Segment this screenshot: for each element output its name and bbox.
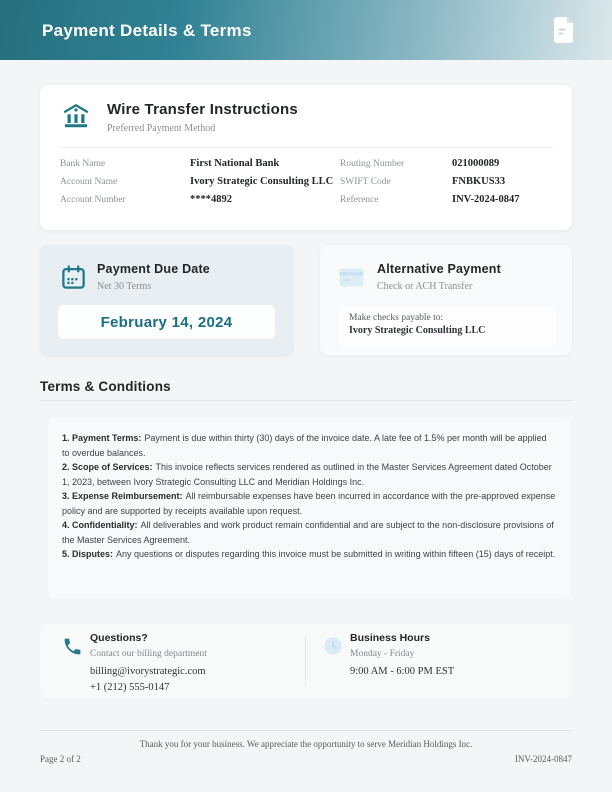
routing-number-value: 021000089 bbox=[452, 158, 500, 169]
questions-title: Questions? bbox=[90, 632, 148, 644]
footer-thanks: Thank you for your business. We appreciate the opportunity to serve Meridian Holdings Inc. bbox=[139, 739, 473, 749]
divider bbox=[40, 400, 572, 401]
questions-subtitle: Contact our billing department bbox=[90, 649, 207, 659]
account-name-label: Account Name bbox=[60, 177, 118, 187]
routing-number-label: Routing Number bbox=[340, 159, 405, 169]
terms-panel bbox=[48, 418, 570, 598]
payable-box bbox=[338, 307, 556, 347]
due-date-value: February 14, 2024 bbox=[100, 313, 233, 331]
credit-card-icon bbox=[338, 266, 365, 294]
term-text: Any questions or disputes regarding this invoice must be submitted in writing within fifteen (15) days of receipt. bbox=[116, 549, 556, 559]
due-date-box bbox=[58, 305, 275, 339]
payable-label: Make checks payable to: bbox=[349, 313, 444, 323]
account-name-value: Ivory Strategic Consulting LLC bbox=[190, 176, 334, 187]
payment-due-card bbox=[40, 245, 293, 355]
term-lead: 5. Disputes: bbox=[62, 549, 114, 559]
term-text: Payment is due within thirty (30) days of the invoice date. A late fee of 1.5% per month will be applied to overdue balances. bbox=[62, 433, 547, 458]
term-item bbox=[62, 547, 556, 562]
alternative-payment-subtitle: Check or ACH Transfer bbox=[377, 281, 473, 292]
payable-value: Ivory Strategic Consulting LLC bbox=[349, 325, 486, 336]
term-item bbox=[62, 460, 556, 489]
wire-transfer-title: Wire Transfer Instructions bbox=[107, 101, 298, 118]
term-text: This invoice reflects services rendered as outlined in the Master Services Agreement dated October 1, 2023, between Ivory Strategic Consulting LLC and Meridian Holdings Inc. bbox=[62, 462, 552, 487]
bank-name-value: First National Bank bbox=[190, 158, 280, 169]
contact-panel bbox=[40, 624, 572, 698]
bank-icon bbox=[61, 101, 91, 136]
alternative-payment-card bbox=[320, 245, 572, 355]
divider bbox=[40, 730, 572, 731]
document-icon bbox=[552, 15, 576, 50]
page-title: Payment Details & Terms bbox=[42, 21, 252, 40]
page-header bbox=[0, 0, 612, 60]
business-hours-value: 9:00 AM - 6:00 PM EST bbox=[350, 666, 455, 677]
business-hours-title: Business Hours bbox=[350, 632, 430, 644]
billing-phone: +1 (212) 555-0147 bbox=[90, 682, 170, 693]
term-lead: 1. Payment Terms: bbox=[62, 433, 142, 443]
wire-transfer-card bbox=[40, 85, 572, 230]
term-text: All reimbursable expenses have been incurred in accordance with the pre-approved expense policy and are supported by receipts available upon request. bbox=[62, 491, 556, 516]
calendar-icon bbox=[60, 264, 87, 296]
bank-name-label: Bank Name bbox=[60, 159, 106, 169]
term-item bbox=[62, 489, 556, 518]
term-lead: 3. Expense Reimbursement: bbox=[62, 491, 183, 501]
footer-page-number: Page 2 of 2 bbox=[40, 754, 81, 764]
account-number-value: ****4892 bbox=[190, 194, 232, 205]
term-text: All deliverables and work product remain confidential and are subject to the non-disclosure provisions of the Master Services Agreement. bbox=[62, 520, 554, 545]
term-lead: 2. Scope of Services: bbox=[62, 462, 153, 472]
divider bbox=[58, 147, 554, 148]
phone-icon bbox=[62, 636, 83, 662]
term-item bbox=[62, 431, 556, 460]
footer-invoice-number: INV-2024-0847 bbox=[514, 754, 572, 764]
term-lead: 4. Confidentiality: bbox=[62, 520, 138, 530]
terms-heading: Terms & Conditions bbox=[40, 379, 171, 394]
clock-icon bbox=[322, 635, 344, 662]
reference-label: Reference bbox=[340, 195, 379, 205]
divider bbox=[305, 636, 306, 686]
swift-code-label: SWIFT Code bbox=[340, 177, 391, 187]
account-number-label: Account Number bbox=[60, 195, 126, 205]
alternative-payment-title: Alternative Payment bbox=[377, 262, 501, 276]
billing-email: billing@ivorystrategic.com bbox=[90, 666, 206, 677]
payment-due-title: Payment Due Date bbox=[97, 262, 210, 276]
wire-transfer-subtitle: Preferred Payment Method bbox=[107, 123, 216, 134]
payment-due-subtitle: Net 30 Terms bbox=[97, 281, 152, 292]
swift-code-value: FNBKUS33 bbox=[452, 176, 506, 187]
term-item bbox=[62, 518, 556, 547]
business-hours-days: Monday - Friday bbox=[350, 649, 415, 659]
reference-value: INV-2024-0847 bbox=[452, 194, 520, 205]
